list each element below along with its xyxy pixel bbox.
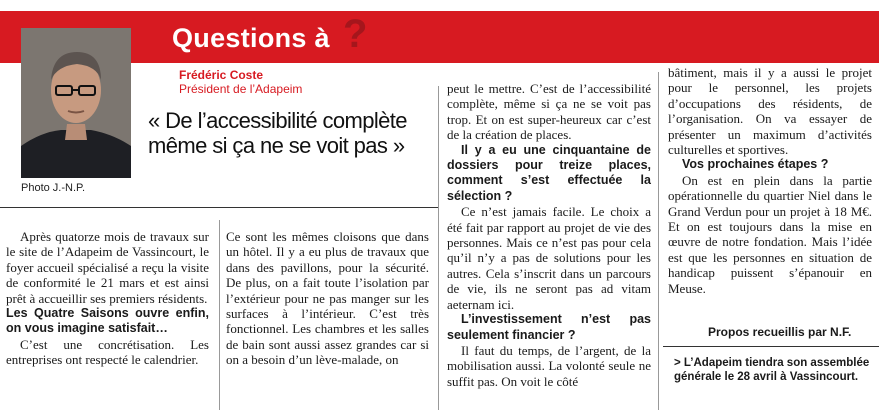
question-3: L’investissement n’est pas seulement financier ? xyxy=(447,312,651,342)
answer-2: Ce n’est jamais facile. Le choix a été fait par rapport au projet de vie des personnes. Mais ce n’est pas pour cela qu’il n’y a pas de solutions pour les autres. Cela s’inscrit dans un parcours de vie, ils ne seront pas ad vitam aeternam ici. xyxy=(447,204,651,312)
question-mark-icon: ? xyxy=(343,12,368,56)
article-column-3 xyxy=(447,81,651,389)
photo-caption: Photo J.-N.P. xyxy=(21,182,85,194)
interviewee-photo xyxy=(21,28,131,178)
question-4: Vos prochaines étapes ? xyxy=(682,157,829,172)
column-separator xyxy=(658,72,659,410)
question-2: Il y a eu une cinquantaine de dossiers pour treize places, comment s’est effectuée la sélection ? xyxy=(447,142,651,203)
column-divider-rule xyxy=(0,207,438,208)
answer-1-end: peut le mettre. C’est de l’accessibilité complète, même si ça ne se voit pas trop. Et on est super-heureux car c’est de la création de places. xyxy=(447,81,651,143)
signature: Propos recueillis par N.F. xyxy=(708,325,852,339)
article-column-2 xyxy=(226,229,429,368)
answer-3-continued: bâtiment, mais il y a aussi le projet pour le personnel, les projets d’occupations des résidents, de l’organisation. On va essayer de présenter un maximum d’activités culturelles et sportives. xyxy=(668,65,872,158)
column-separator xyxy=(438,86,439,410)
answer-3: Il faut du temps, de l’argent, de la mobilisation aussi. La volonté seule ne suffit pas. On voit le côté xyxy=(447,342,651,389)
interviewee-name: Frédéric Coste xyxy=(179,68,264,82)
column-separator xyxy=(219,220,220,410)
interviewee-role: Président de l’Adapeim xyxy=(179,82,303,96)
article-column-4 xyxy=(668,65,872,296)
footer-rule xyxy=(663,346,879,347)
article-column-1 xyxy=(6,229,209,368)
header-title: Questions à xyxy=(172,23,330,53)
answer-1: C’est une concrétisation. Les entreprises ont respecté le calendrier. xyxy=(6,336,209,368)
question-1: Les Quatre Saisons ouvre enfin, on vous imagine satisfait… xyxy=(6,306,209,336)
headline-quote: « De l’accessibilité complète même si ça ne se voit pas » xyxy=(148,108,407,158)
footer-note: > L’Adapeim tiendra son assemblée générale le 28 avril à Vassincourt. xyxy=(674,357,870,383)
answer-1-continued: Ce sont les mêmes cloisons que dans un hôtel. Il y a eu plus de travaux que dans des pavillons, pour la sécurité. De plus, on a fait toute l’isolation par l’extérieur pour ne pas manger sur les surfaces à l’intérieur. C’est très fonctionnel. Les chambres et les salles de bain sont aussi assez grandes car si on a besoin d’un lève-malade, on xyxy=(226,229,429,368)
intro-paragraph: Après quatorze mois de travaux sur le site de l’Adapeim de Vassincourt, le foyer accueil spécialisé a reçu la visite de conformité le 21 mars et est ainsi prêt à accueillir ses premiers résidents. xyxy=(6,229,209,306)
header-banner xyxy=(0,11,879,63)
answer-4: On est en plein dans la partie opérationnelle du quartier Niel dans le Grand Verdun pour un projet à 18 M€. Et on est toujours dans la mise en œuvre de notre fondation. Mais l’idée est que les personnes en situation de handicap puissent s’épanouir en Meuse. xyxy=(668,172,872,296)
portrait-illustration xyxy=(21,28,131,178)
